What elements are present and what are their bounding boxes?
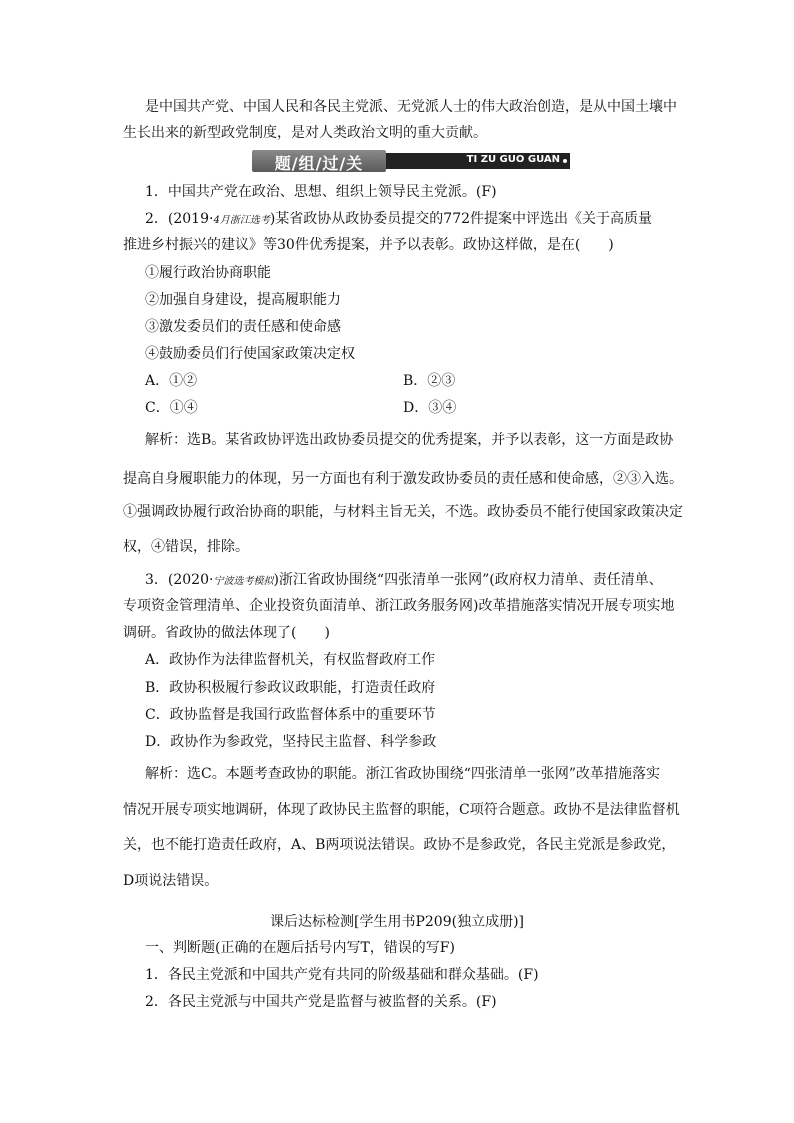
question-3-line-3: 调研。省政协的做法体现了( ) [123,625,330,641]
section-banner [252,150,570,172]
judge-question-1: 1．各民主党派和中国共产党有共同的阶级基础和群众基础。(F) [145,967,539,983]
question-2-line-1 [145,210,652,230]
intro-line-1: 是中国共产党、中国人民和各民主党派、无党派人士的伟大政治创造，是从中国土壤中 [145,99,677,115]
question-3-line-1 [145,571,663,591]
banner-title-block [252,150,386,172]
q2-item-1: ①履行政治协商职能 [145,265,271,281]
q2-option-b: B．②③ [403,373,456,389]
question-2-line-2: 推进乡村振兴的建议》等30件优秀提案，并予以表彰。政协这样做，是在( ) [123,237,614,253]
q2-prefix: 2．(2019· [145,211,214,227]
q2-option-c: C．①④ [145,400,198,416]
q2-option-d: D．③④ [403,400,457,416]
q3-option-b: B．政协积极履行参政议政职能，打造责任政府 [145,680,436,696]
judge-question-2: 2．各民主党派与中国共产党是监督与被监督的关系。(F) [145,994,497,1010]
banner-dot-icon [563,159,567,163]
banner-subtitle: TI ZU GUO GUAN [466,154,560,165]
q3-answer-line-4: D项说法错误。 [123,873,219,889]
q3-option-d: D．政协作为参政党，坚持民主监督、科学参政 [145,734,437,750]
q2-answer-line-1: 解析：选B。某省政协评选出政协委员提交的优秀提案，并予以表彰，这一方面是政协 [145,432,674,448]
q2-source: 4月浙江选考 [213,215,270,226]
q2-rest: )某省政协从政协委员提交的772件提案中评选出《关于高质量 [269,211,653,227]
q3-prefix: 3．(2020· [145,572,214,588]
q2-item-2: ②加强自身建设，提高履职能力 [145,292,341,308]
q3-option-a: A．政协作为法律监督机关，有权监督政府工作 [145,652,436,668]
banner-title: 题/组/过/关 [274,154,364,173]
q3-option-c: C．政协监督是我国行政监督体系中的重要环节 [145,707,436,723]
q3-source: 宁波选考模拟 [213,576,274,587]
q2-answer-line-2: 提高自身履职能力的体现，另一方面也有利于激发政协委员的责任感和使命感，②③入选。 [123,471,683,487]
banner-en-block [386,153,570,169]
q3-rest: )浙江省政协围绕“四张清单一张网”(政府权力清单、责任清单、 [273,572,663,588]
q3-answer-line-2: 情况开展专项实地调研，体现了政协民主监督的职能，C项符合题意。政协不是法律监督机 [123,802,680,818]
q2-answer-line-4: 权，④错误，排除。 [123,539,249,555]
question-3-line-2: 专项资金管理清单、企业投资负面清单、浙江政务服务网)改革措施落实情况开展专项实地 [123,598,675,614]
q2-item-4: ④鼓励委员们行使国家政策决定权 [145,346,355,362]
question-1: 1．中国共产党在政治、思想、组织上领导民主党派。(F) [145,184,497,200]
section-part-heading: 一、判断题(正确的在题后括号内写T，错误的写F) [145,940,455,956]
q2-item-3: ③激发委员们的责任感和使命感 [145,319,341,335]
section-title: 课后达标检测[学生用书P209(独立成册)] [270,914,524,930]
q3-answer-line-3: 关，也不能打造责任政府，A、B两项说法错误。政协不是参政党，各民主党派是参政党， [123,837,676,853]
intro-line-2: 生长出来的新型政党制度，是对人类政治文明的重大贡献。 [123,125,487,141]
q2-answer-line-3: ①强调政协履行政治协商的职能，与材料主旨无关，不选。政协委员不能行使国家政策决定 [123,504,683,520]
q3-answer-line-1: 解析：选C。本题考查政协的职能。浙江省政协围绕“四张清单一张网”改革措施落实 [145,766,661,782]
q2-option-a: A．①② [145,373,198,389]
